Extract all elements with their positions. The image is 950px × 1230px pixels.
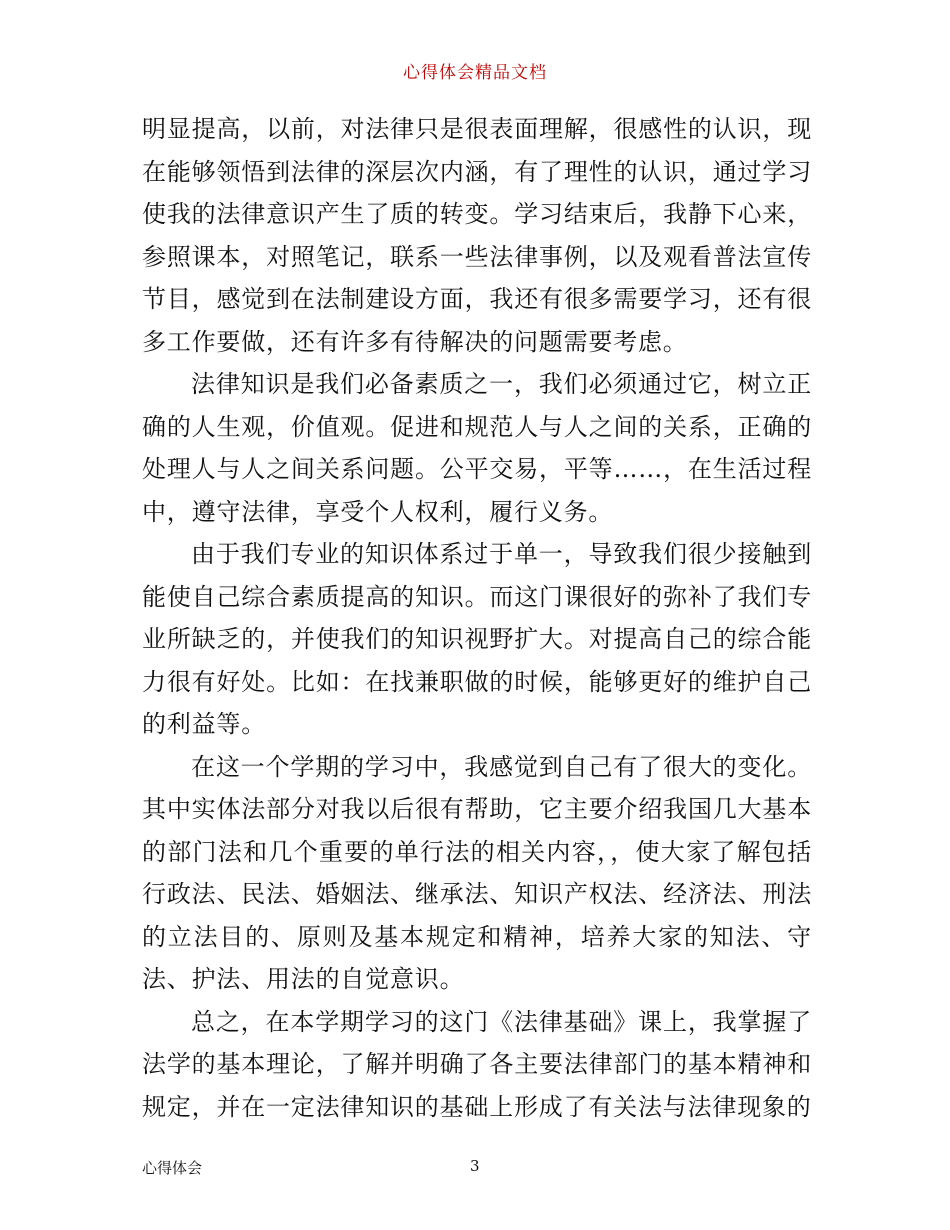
paragraph-major-knowledge: 由于我们专业的知识体系过于单一，导致我们很少接触到能使自己综合素质提高的知识。而这门课很好的弥补了我们专业所缺乏的，并使我们的知识视野扩大。对提高自己的综合能力很有好处。比如：在找兼职做的时候，能够更好的维护自己的利益等。 (142, 540, 812, 738)
paragraph-conclusion: 总之，在本学期学习的这门《法律基础》课上，我掌握了法学的基本理论，了解并明确了各主要法律部门的基本精神和规定，并在一定法律知识的基础上形成了有关法与法律现象的 (142, 1007, 812, 1121)
document-body (142, 108, 812, 1128)
page-number: 3 (470, 1157, 480, 1175)
paragraph-semester-changes: 在这一个学期的学习中，我感觉到自己有了很大的变化。其中实体法部分对我以后很有帮助，它主要介绍我国几大基本的部门法和几个重要的单行法的相关内容，，使大家了解包括行政法、民法、婚姻法、继承法、知识产权法、经济法、刑法的立法目的、原则及基本规定和精神，培养大家的知法、守法、护法、用法的自觉意识。 (142, 752, 812, 993)
footer-label: 心得体会 (142, 1159, 203, 1177)
paragraph-legal-knowledge: 法律知识是我们必备素质之一，我们必须通过它，树立正确的人生观，价值观。促进和规范人与人之间的关系，正确的处理人与人之间关系问题。公平交易，平等……，在生活过程中，遵守法律，享受个人权利，履行义务。 (142, 370, 812, 526)
paragraph-continued: 明显提高，以前，对法律只是很表面理解，很感性的认识，现在能够领悟到法律的深层次内涵，有了理性的认识，通过学习使我的法律意识产生了质的转变。学习结束后，我静下心来，参照课本，对照笔记，联系一些法律事例，以及观看普法宣传节目，感觉到在法制建设方面，我还有很多需要学习，还有很多工作要做，还有许多有待解决的问题需要考虑。 (142, 115, 812, 356)
page-header-title: 心得体会精品文档 (403, 63, 547, 83)
